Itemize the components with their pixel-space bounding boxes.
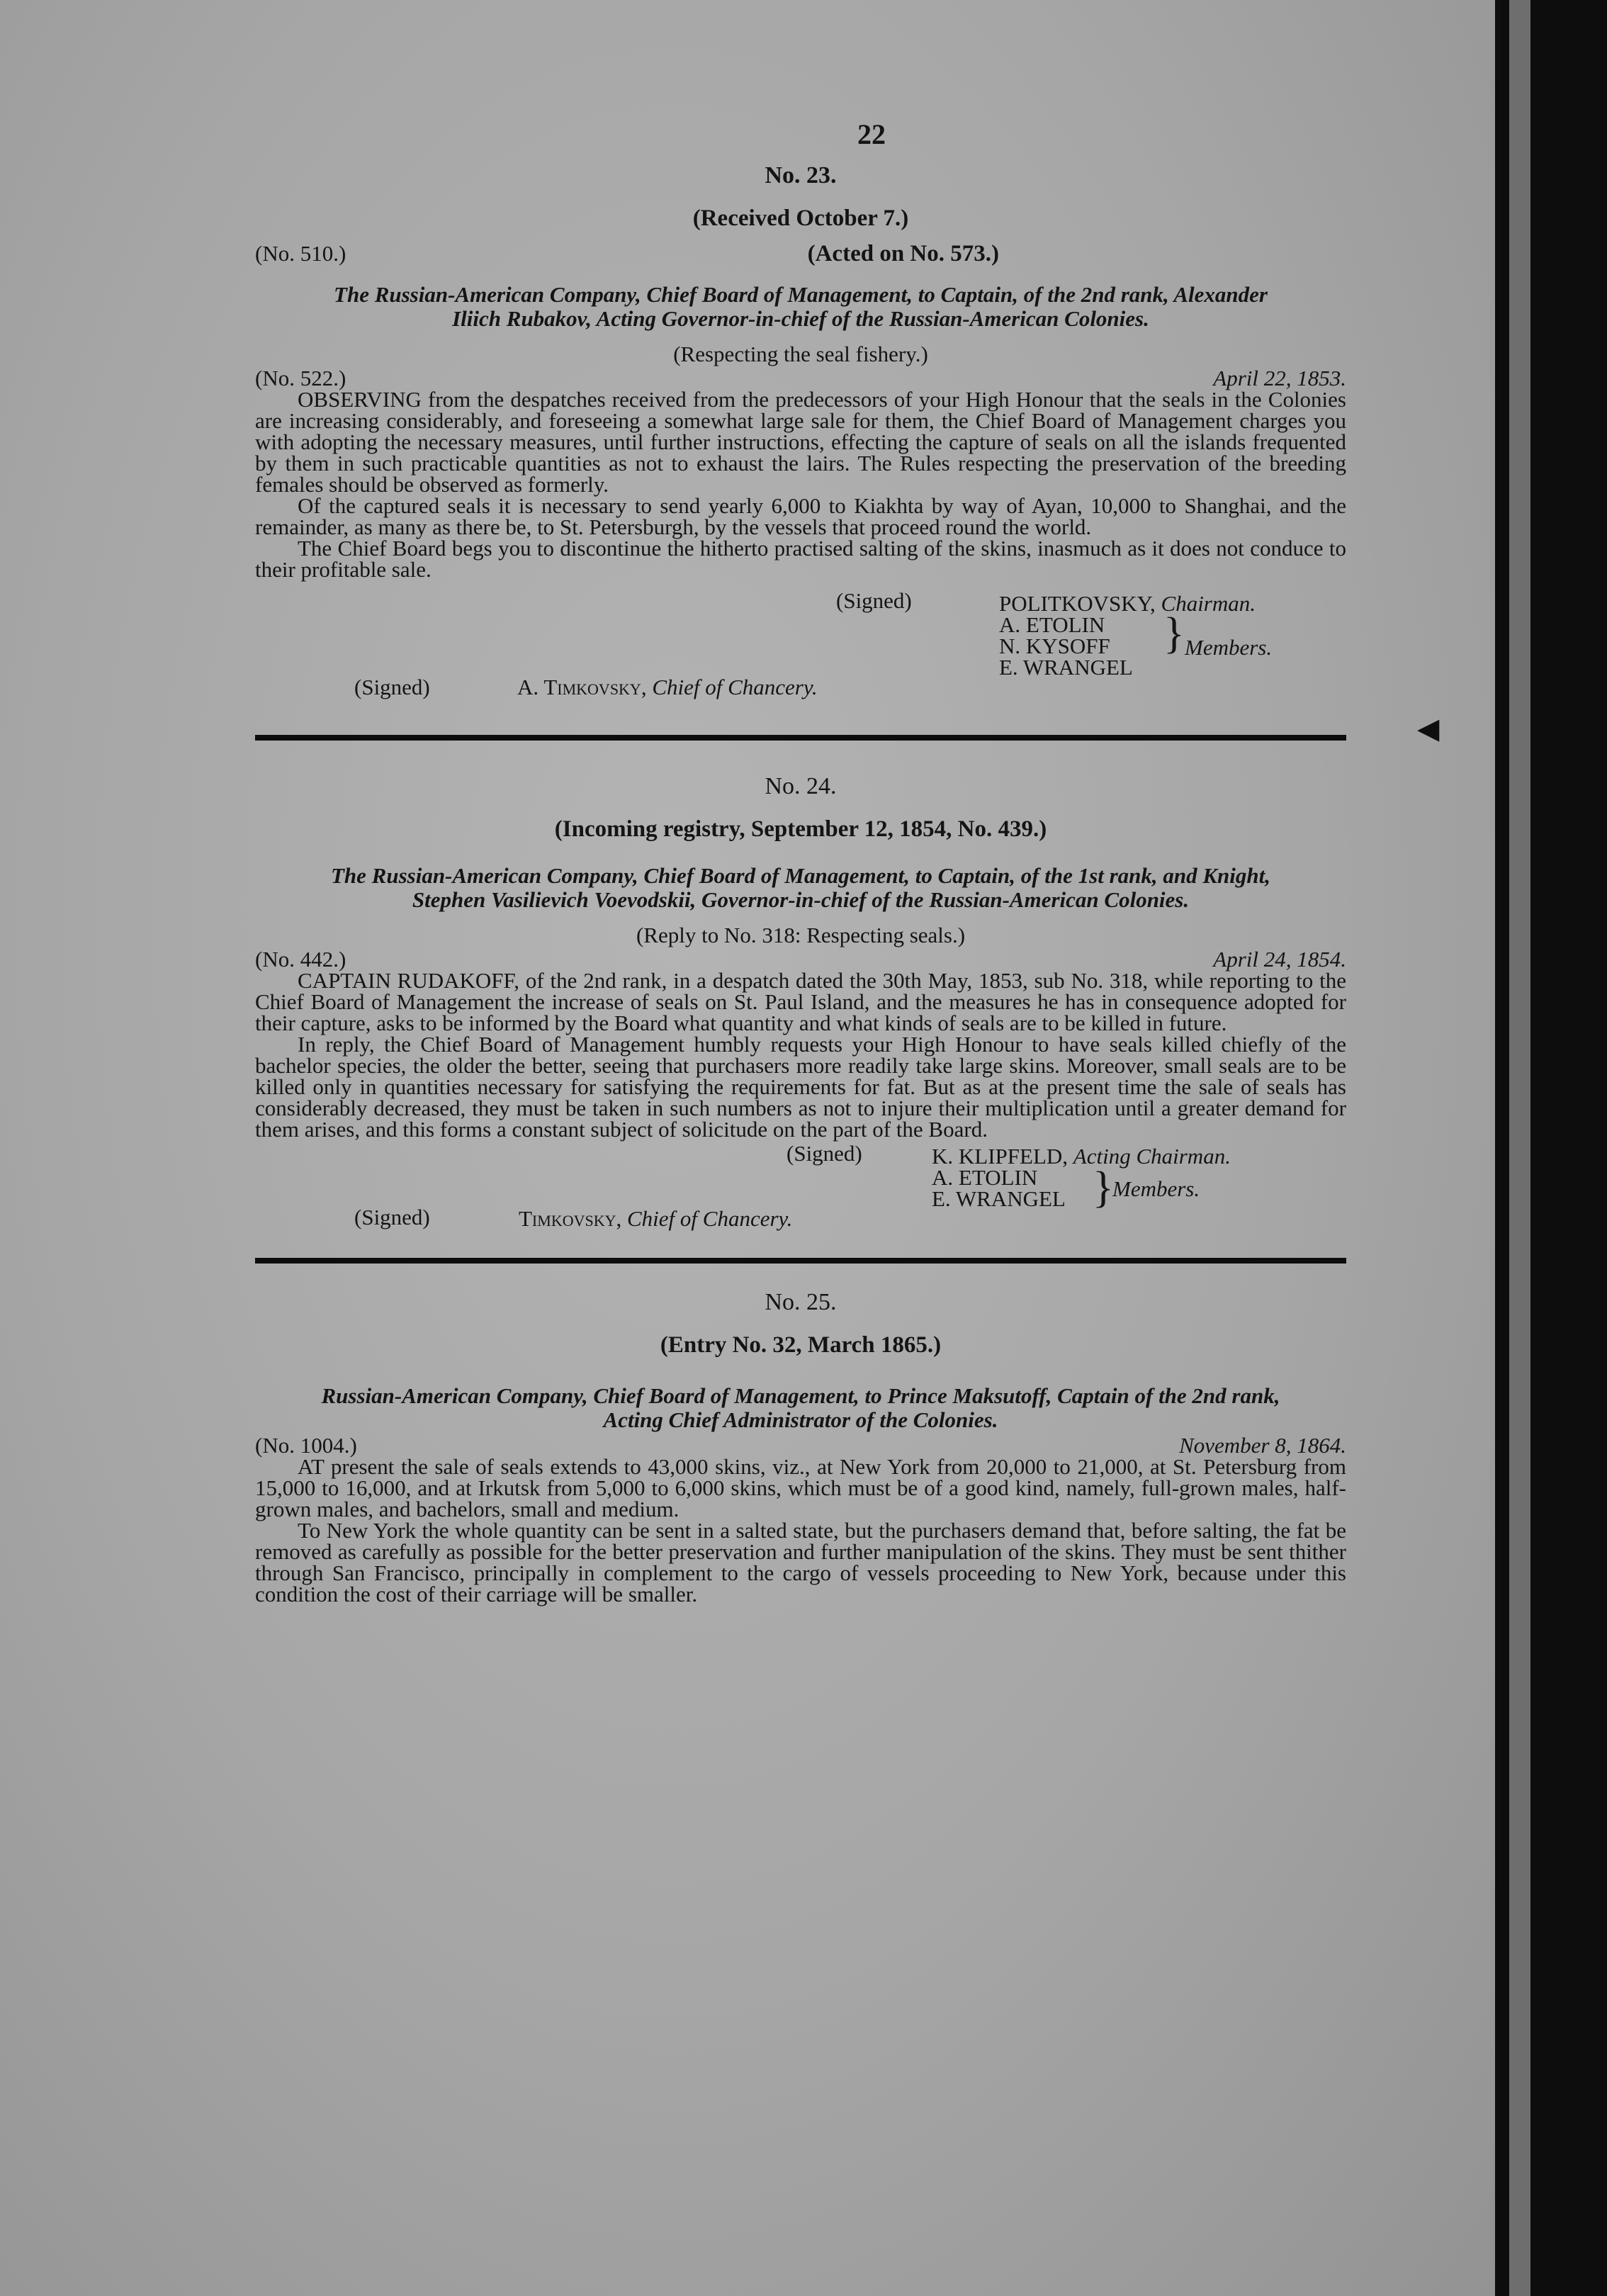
doc23-paragraph-3: The Chief Board begs you to discontinue the hitherto practised salting of the skins, inasmuch as it does not conduce to their profitable sale. <box>255 536 1346 582</box>
doc23-ref-line <box>255 243 1346 264</box>
doc24-chancery <box>519 1208 792 1229</box>
doc25-number: No. 25. <box>765 1289 837 1315</box>
page-content <box>255 118 1346 1606</box>
doc24-chairman-title: Acting Chairman. <box>1073 1144 1231 1169</box>
doc24-chancery-signed: (Signed) <box>354 1205 430 1229</box>
doc23-number-date <box>255 368 1346 389</box>
doc23-chancery-title: Chief of Chancery. <box>652 675 818 699</box>
section-divider-2 <box>255 1258 1346 1264</box>
doc23-heading-line2: Iliich Rubakov, Acting Governor-in-chief of the Russian-American Colonies. <box>452 306 1149 331</box>
doc24-chancery-title: Chief of Chancery. <box>627 1206 793 1231</box>
doc23-subject: (Respecting the seal fishery.) <box>673 342 928 366</box>
doc23-heading-line1: The Russian-American Company, Chief Board of Management, to Captain, of the 2nd rank, Alexander <box>334 282 1268 307</box>
doc24-number-date <box>255 949 1346 970</box>
doc23-member-3: E. WRANGEL <box>999 655 1133 680</box>
doc23-paragraph-2: Of the captured seals it is necessary to send yearly 6,000 to Kiakhta by way of Ayan, 10,000 to Shanghai, and the remainder, as many as there be, to St. Petersburgh, by the vessels that proceed round the world. <box>255 493 1346 539</box>
section-divider-1 <box>255 735 1346 741</box>
doc23-ref-left: (No. 510.) <box>255 241 346 266</box>
doc23-chairman-name: POLITKOVSKY, <box>999 591 1156 616</box>
doc23-member-2: N. KYSOFF <box>999 634 1110 658</box>
doc23-signatures <box>255 586 1346 707</box>
doc24-chairman-name: K. KLIPFELD, <box>932 1144 1068 1169</box>
doc23-chancery-name: A. Timkovsky, <box>517 675 647 699</box>
doc24-paragraph-2: In reply, the Chief Board of Management humbly requests your High Honour to have seals killed chiefly of the bachelor species, the older the better, seeing that purchasers more readily take large skins. Moreover, small seals are to be killed only in quantities necessary for satisfying the requirements for fat. But as at the present time the sale of seals has considerably decreased, they must be taken in such numbers as not to injure their multiplication until a greater demand for them arises, and this forms a constant subject of solicitude on the part of the Board. <box>255 1032 1346 1142</box>
doc23-doc-no: (No. 522.) <box>255 366 346 390</box>
page-number: 22 <box>857 118 886 150</box>
doc23-received: (Received October 7.) <box>692 206 909 231</box>
doc24-paragraph-1: CAPTAIN RUDAKOFF, of the 2nd rank, in a despatch dated the 30th May, 1853, sub No. 318, while reporting to the Chief Board of Management the increase of seals on St. Paul Island, and the measures he has in consequence adopted for their capture, asks to be informed by the Board what quantity and what kinds of seals are to be killed in future. <box>255 968 1346 1035</box>
doc24-signatures <box>255 1143 1346 1235</box>
doc25-heading <box>255 1384 1346 1432</box>
doc23-chancery-signed: (Signed) <box>354 675 430 699</box>
doc23-number: No. 23. <box>765 162 837 188</box>
doc24-number: No. 24. <box>765 773 837 799</box>
doc24-heading <box>255 864 1346 912</box>
doc25-heading-line2: Acting Chief Administrator of the Colonies. <box>603 1407 998 1432</box>
doc24-heading-line2: Stephen Vasilievich Voevodskii, Governor-in-chief of the Russian-American Colonies. <box>412 887 1190 912</box>
doc25-paragraph-2: To New York the whole quantity can be sent in a salted state, but the purchasers demand that, before salting, the fat be removed as carefully as possible for the better preservation and further manipulation of the skins. They must be sent thither through San Francisco, principally in complement to the cargo of vessels proceeding to New York, because under this condition the cost of their carriage will be smaller. <box>255 1518 1346 1606</box>
doc25-entry: (Entry No. 32, March 1865.) <box>660 1332 942 1358</box>
doc23-members-label: Members. <box>1185 635 1273 660</box>
doc25-doc-no: (No. 1004.) <box>255 1433 357 1458</box>
doc24-chancery-name: Timkovsky, <box>519 1206 622 1231</box>
doc24-date: April 24, 1854. <box>1213 947 1346 972</box>
doc24-signed-label: (Signed) <box>786 1141 862 1166</box>
doc24-member-2: E. WRANGEL <box>932 1186 1066 1211</box>
doc23-paragraph-1: OBSERVING from the despatches received from the predecessors of your High Honour that the seals in the Colonies are increasing considerably, and foreseeing a somewhat large sale for them, the Chief Board of Management charges you with adopting the necessary measures, until further instructions, effecting the capture of seals on all the islands frequented by them in such practicable quantities as not to exhaust the lairs. The Rules respecting the preservation of the breeding females should be observed as formerly. <box>255 387 1346 497</box>
doc25-paragraph-1: AT present the sale of seals extends to 43,000 skins, viz., at New York from 20,000 to 21,000, at St. Petersburg from 15,000 to 16,000, and at Irkutsk from 5,000 to 6,000 skins, which must be of a good kind, namely, full-grown males, half-grown males, and bachelors, small and medium. <box>255 1454 1346 1521</box>
doc24-heading-line1: The Russian-American Company, Chief Board of Management, to Captain, of the 1st rank, and Knight, <box>330 863 1271 888</box>
doc24-doc-no: (No. 442.) <box>255 947 346 972</box>
doc23-chancery <box>517 677 818 698</box>
doc23-date: April 22, 1853. <box>1213 366 1346 390</box>
doc24-chairman <box>932 1146 1231 1167</box>
doc23-chairman <box>999 593 1256 614</box>
doc24-member-1: A. ETOLIN <box>932 1165 1038 1190</box>
doc24-members-brace: } <box>1093 1164 1114 1212</box>
doc23-member-1: A. ETOLIN <box>999 612 1105 637</box>
doc24-subject: (Reply to No. 318: Respecting seals.) <box>636 923 966 947</box>
doc23-acted: (Acted on No. 573.) <box>807 241 999 266</box>
doc25-heading-line1: Russian-American Company, Chief Board of Management, to Prince Maksutoff, Captain of the 2nd rank, <box>321 1383 1280 1408</box>
doc25-number-date <box>255 1435 1346 1456</box>
doc24-registry: (Incoming registry, September 12, 1854, No. 439.) <box>554 816 1047 842</box>
doc23-heading <box>255 283 1346 331</box>
doc24-members-label: Members. <box>1112 1176 1200 1201</box>
doc23-members-brace: } <box>1163 609 1185 658</box>
doc25-date: November 8, 1864. <box>1179 1433 1346 1458</box>
scan-right-edge <box>1495 0 1607 2296</box>
doc23-chairman-title: Chairman. <box>1161 591 1256 616</box>
adjacent-page-sliver <box>1509 0 1530 2296</box>
doc23-signed-label: (Signed) <box>836 588 912 613</box>
margin-mark-arrow-icon: ◄ <box>1410 709 1447 750</box>
